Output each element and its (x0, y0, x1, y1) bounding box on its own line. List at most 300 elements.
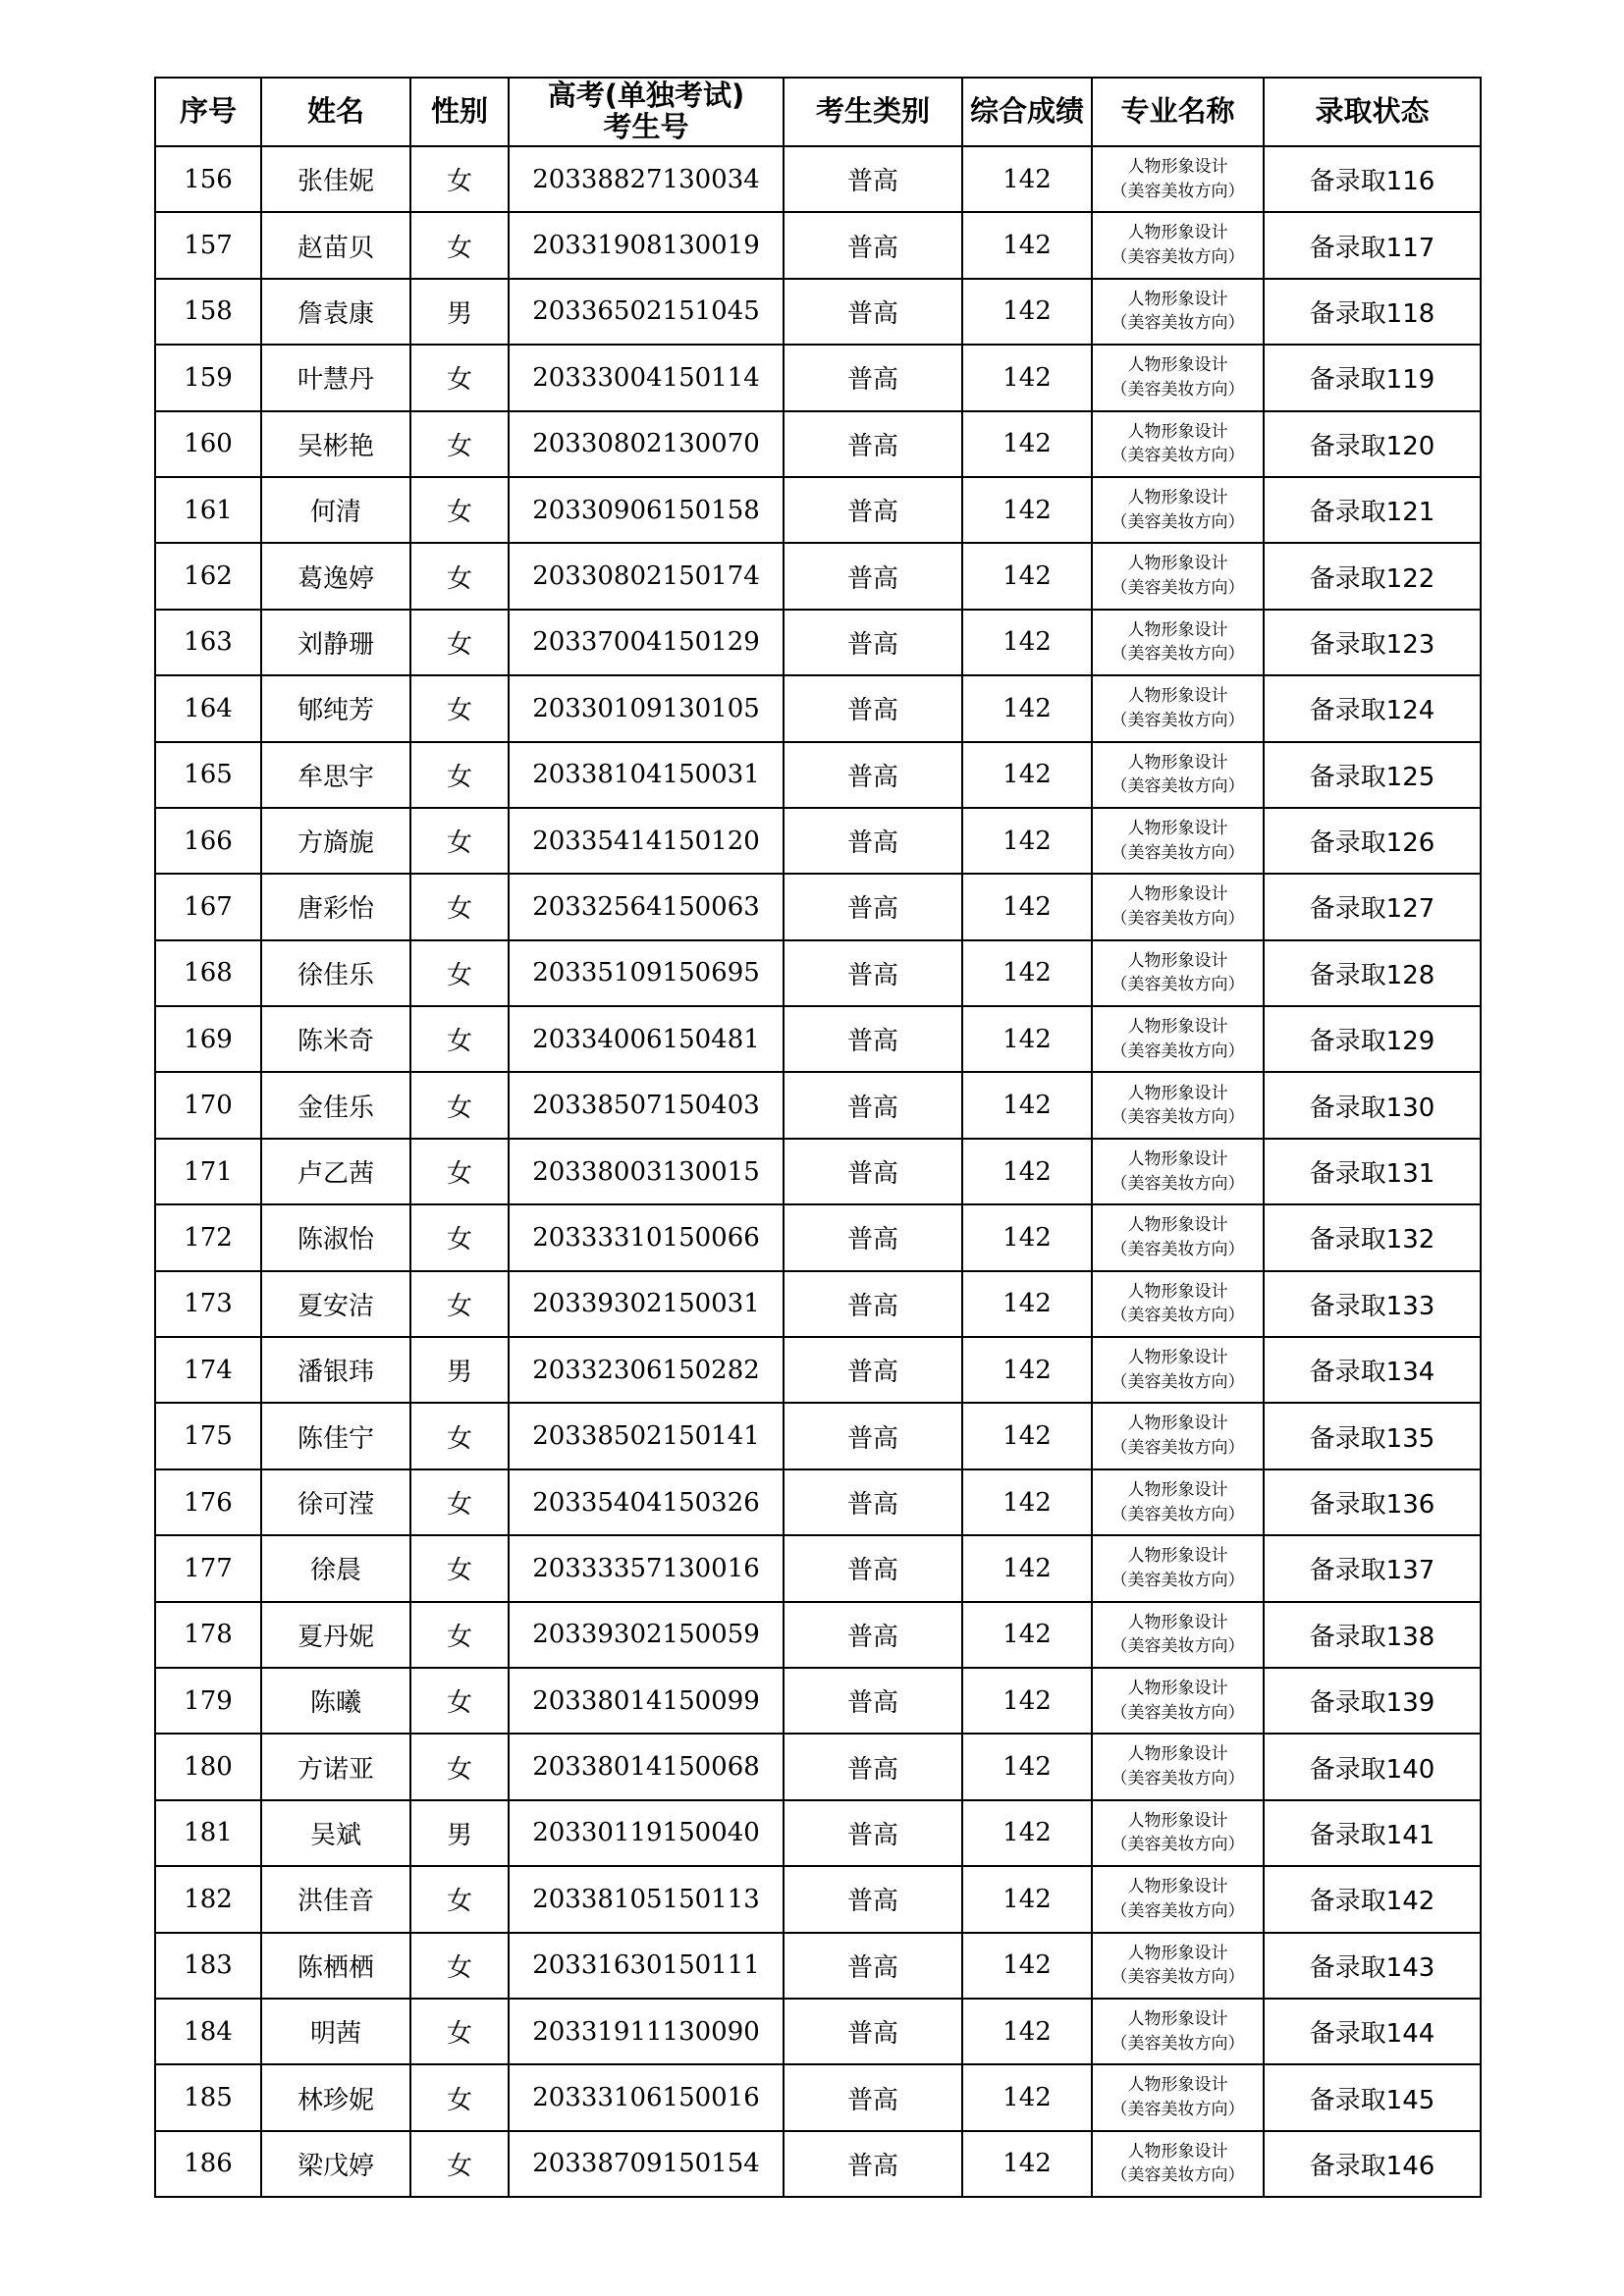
cell-major-line1: 人物形象设计 (1127, 2075, 1228, 2096)
cell-name: 陈米奇 (261, 1006, 410, 1072)
cell-gender: 女 (410, 742, 509, 808)
cell-major-line1: 人物形象设计 (1127, 818, 1228, 838)
table-row (155, 1204, 1481, 1270)
cell-gender: 女 (410, 2064, 509, 2130)
cell-exam-id: 20338709150154 (509, 2131, 784, 2197)
cell-gender: 女 (410, 1602, 509, 1668)
cell-name: 张佳妮 (261, 146, 410, 212)
cell-seq: 164 (155, 675, 261, 741)
cell-status: 备录取117 (1264, 212, 1481, 278)
table-row (155, 1006, 1481, 1072)
table-row (155, 1866, 1481, 1932)
cell-major-line2: （美容美妆方向） (1110, 1107, 1245, 1128)
cell-category: 普高 (784, 477, 962, 543)
cell-exam-id: 20335414150120 (509, 808, 784, 874)
cell-status: 备录取124 (1264, 675, 1481, 741)
cell-major-line2: （美容美妆方向） (1110, 1636, 1245, 1657)
cell-major-line1: 人物形象设计 (1127, 1546, 1228, 1567)
cell-exam-id: 20331630150111 (509, 1933, 784, 1999)
cell-status: 备录取119 (1264, 345, 1481, 410)
cell-status: 备录取116 (1264, 146, 1481, 212)
cell-gender: 女 (410, 1271, 509, 1337)
header-name: 姓名 (261, 78, 410, 146)
cell-status: 备录取127 (1264, 874, 1481, 939)
cell-status: 备录取118 (1264, 279, 1481, 345)
header-exam-id-line2: 考生号 (603, 110, 689, 143)
table-row (155, 1072, 1481, 1138)
cell-name: 牟思宇 (261, 742, 410, 808)
cell-gender: 女 (410, 1999, 509, 2064)
cell-exam-id: 20338104150031 (509, 742, 784, 808)
cell-score: 142 (962, 1734, 1092, 1799)
cell-category: 普高 (784, 1337, 962, 1403)
cell-seq: 158 (155, 279, 261, 345)
header-score: 综合成绩 (962, 78, 1092, 146)
cell-score: 142 (962, 279, 1092, 345)
cell-major-line1: 人物形象设计 (1127, 1479, 1228, 1500)
cell-gender: 女 (410, 543, 509, 609)
cell-category: 普高 (784, 675, 962, 741)
cell-gender: 女 (410, 1933, 509, 1999)
cell-major (1092, 1866, 1264, 1932)
cell-major-line1: 人物形象设计 (1127, 884, 1228, 905)
cell-major-line1: 人物形象设计 (1127, 289, 1228, 309)
table-row (155, 1933, 1481, 1999)
cell-name: 金佳乐 (261, 1072, 410, 1138)
cell-major (1092, 212, 1264, 278)
cell-status: 备录取128 (1264, 940, 1481, 1006)
cell-status: 备录取142 (1264, 1866, 1481, 1932)
cell-score: 142 (962, 212, 1092, 278)
table-row (155, 808, 1481, 874)
cell-major (1092, 279, 1264, 345)
cell-major-line1: 人物形象设计 (1127, 1348, 1228, 1368)
cell-status: 备录取125 (1264, 742, 1481, 808)
cell-major-line1: 人物形象设计 (1127, 2141, 1228, 2162)
cell-name: 林珍妮 (261, 2064, 410, 2130)
cell-major (1092, 1933, 1264, 1999)
cell-status: 备录取136 (1264, 1469, 1481, 1535)
cell-major (1092, 1337, 1264, 1403)
cell-seq: 179 (155, 1668, 261, 1734)
table-row (155, 1602, 1481, 1668)
cell-seq: 173 (155, 1271, 261, 1337)
table-header-row (155, 78, 1481, 146)
cell-seq: 183 (155, 1933, 261, 1999)
cell-score: 142 (962, 1006, 1092, 1072)
cell-name: 徐佳乐 (261, 940, 410, 1006)
cell-status: 备录取141 (1264, 1800, 1481, 1866)
cell-score: 142 (962, 543, 1092, 609)
cell-major-line1: 人物形象设计 (1127, 1679, 1228, 1699)
cell-exam-id: 20330906150158 (509, 477, 784, 543)
cell-exam-id: 20332306150282 (509, 1337, 784, 1403)
cell-seq: 180 (155, 1734, 261, 1799)
cell-name: 陈栖栖 (261, 1933, 410, 1999)
table-row (155, 2064, 1481, 2130)
cell-category: 普高 (784, 146, 962, 212)
cell-exam-id: 20338502150141 (509, 1403, 784, 1468)
cell-major-line2: （美容美妆方向） (1110, 2033, 1245, 2054)
cell-status: 备录取135 (1264, 1403, 1481, 1468)
cell-category: 普高 (784, 1800, 962, 1866)
cell-seq: 162 (155, 543, 261, 609)
cell-major-line2: （美容美妆方向） (1110, 2100, 1245, 2120)
cell-major-line1: 人物形象设计 (1127, 2008, 1228, 2029)
cell-major (1092, 1072, 1264, 1138)
cell-name: 吴彬艳 (261, 411, 410, 477)
cell-major-line2: （美容美妆方向） (1110, 2165, 1245, 2186)
cell-status: 备录取133 (1264, 1271, 1481, 1337)
cell-score: 142 (962, 1866, 1092, 1932)
cell-exam-id: 20339302150059 (509, 1602, 784, 1668)
cell-major-line1: 人物形象设计 (1127, 1017, 1228, 1038)
cell-gender: 女 (410, 1403, 509, 1468)
cell-category: 普高 (784, 1668, 962, 1734)
cell-status: 备录取132 (1264, 1204, 1481, 1270)
cell-major-line2: （美容美妆方向） (1110, 1702, 1245, 1723)
cell-major-line1: 人物形象设计 (1127, 1943, 1228, 1963)
cell-exam-id: 20334006150481 (509, 1006, 784, 1072)
table-row (155, 543, 1481, 609)
cell-major-line2: （美容美妆方向） (1110, 975, 1245, 995)
cell-score: 142 (962, 2131, 1092, 2197)
cell-exam-id: 20338014150099 (509, 1668, 784, 1734)
cell-major (1092, 345, 1264, 410)
cell-category: 普高 (784, 940, 962, 1006)
cell-gender: 女 (410, 1006, 509, 1072)
cell-seq: 160 (155, 411, 261, 477)
cell-major (1092, 1602, 1264, 1668)
cell-major (1092, 1535, 1264, 1601)
header-exam-id (509, 78, 784, 146)
cell-major-line2: （美容美妆方向） (1110, 644, 1245, 665)
cell-name: 郇纯芳 (261, 675, 410, 741)
cell-exam-id: 20335404150326 (509, 1469, 784, 1535)
cell-major-line2: （美容美妆方向） (1110, 1438, 1245, 1459)
cell-major-line1: 人物形象设计 (1127, 1414, 1228, 1434)
cell-major-line1: 人物形象设计 (1127, 554, 1228, 574)
cell-score: 142 (962, 1403, 1092, 1468)
cell-major (1092, 543, 1264, 609)
cell-status: 备录取140 (1264, 1734, 1481, 1799)
cell-category: 普高 (784, 1933, 962, 1999)
cell-score: 142 (962, 1668, 1092, 1734)
cell-category: 普高 (784, 212, 962, 278)
cell-score: 142 (962, 1800, 1092, 1866)
table-row (155, 610, 1481, 675)
cell-major-line2: （美容美妆方向） (1110, 1769, 1245, 1789)
table-row (155, 2131, 1481, 2197)
cell-gender: 男 (410, 1800, 509, 1866)
admission-table (154, 77, 1482, 2198)
cell-major (1092, 1668, 1264, 1734)
cell-major-line2: （美容美妆方向） (1110, 842, 1245, 863)
cell-gender: 男 (410, 1337, 509, 1403)
cell-major (1092, 146, 1264, 212)
cell-name: 卢乙茜 (261, 1139, 410, 1204)
table-row (155, 1469, 1481, 1535)
cell-exam-id: 20331908130019 (509, 212, 784, 278)
cell-gender: 女 (410, 1866, 509, 1932)
cell-score: 142 (962, 1469, 1092, 1535)
cell-status: 备录取138 (1264, 1602, 1481, 1668)
cell-category: 普高 (784, 543, 962, 609)
admission-list-sheet (154, 77, 1480, 2198)
cell-exam-id: 20338003130015 (509, 1139, 784, 1204)
cell-name: 唐彩怡 (261, 874, 410, 939)
cell-status: 备录取122 (1264, 543, 1481, 609)
cell-category: 普高 (784, 1403, 962, 1468)
cell-name: 陈佳宁 (261, 1403, 410, 1468)
cell-gender: 女 (410, 1139, 509, 1204)
cell-name: 何清 (261, 477, 410, 543)
table-row (155, 1800, 1481, 1866)
table-row (155, 874, 1481, 939)
cell-gender: 女 (410, 1668, 509, 1734)
cell-seq: 174 (155, 1337, 261, 1403)
header-status: 录取状态 (1264, 78, 1481, 146)
cell-category: 普高 (784, 1139, 962, 1204)
cell-gender: 女 (410, 610, 509, 675)
cell-major (1092, 2064, 1264, 2130)
cell-exam-id: 20333310150066 (509, 1204, 784, 1270)
cell-gender: 女 (410, 477, 509, 543)
cell-name: 徐晨 (261, 1535, 410, 1601)
cell-category: 普高 (784, 2131, 962, 2197)
cell-gender: 女 (410, 411, 509, 477)
cell-major-line2: （美容美妆方向） (1110, 379, 1245, 400)
cell-major (1092, 1139, 1264, 1204)
cell-major-line2: （美容美妆方向） (1110, 1239, 1245, 1259)
cell-major (1092, 874, 1264, 939)
cell-major-line1: 人物形象设计 (1127, 421, 1228, 442)
cell-major (1092, 940, 1264, 1006)
cell-major-line2: （美容美妆方向） (1110, 1504, 1245, 1524)
cell-score: 142 (962, 1204, 1092, 1270)
cell-major (1092, 1204, 1264, 1270)
cell-major (1092, 1734, 1264, 1799)
cell-seq: 170 (155, 1072, 261, 1138)
cell-major-line1: 人物形象设计 (1127, 355, 1228, 376)
cell-exam-id: 20336502151045 (509, 279, 784, 345)
cell-major (1092, 1403, 1264, 1468)
cell-major-line1: 人物形象设计 (1127, 1083, 1228, 1103)
cell-seq: 177 (155, 1535, 261, 1601)
cell-score: 142 (962, 874, 1092, 939)
cell-exam-id: 20330802150174 (509, 543, 784, 609)
cell-exam-id: 20335109150695 (509, 940, 784, 1006)
cell-category: 普高 (784, 874, 962, 939)
cell-score: 142 (962, 940, 1092, 1006)
cell-name: 陈淑怡 (261, 1204, 410, 1270)
cell-seq: 168 (155, 940, 261, 1006)
cell-exam-id: 20338827130034 (509, 146, 784, 212)
table-row (155, 345, 1481, 410)
table-row (155, 1403, 1481, 1468)
cell-status: 备录取134 (1264, 1337, 1481, 1403)
cell-category: 普高 (784, 1204, 962, 1270)
cell-category: 普高 (784, 1734, 962, 1799)
cell-gender: 女 (410, 808, 509, 874)
cell-major (1092, 477, 1264, 543)
cell-status: 备录取137 (1264, 1535, 1481, 1601)
cell-status: 备录取143 (1264, 1933, 1481, 1999)
cell-major (1092, 742, 1264, 808)
cell-category: 普高 (784, 1006, 962, 1072)
cell-seq: 185 (155, 2064, 261, 2130)
header-category: 考生类别 (784, 78, 962, 146)
cell-seq: 166 (155, 808, 261, 874)
cell-seq: 159 (155, 345, 261, 410)
cell-score: 142 (962, 808, 1092, 874)
cell-major-line1: 人物形象设计 (1127, 950, 1228, 971)
cell-exam-id: 20337004150129 (509, 610, 784, 675)
cell-seq: 167 (155, 874, 261, 939)
cell-score: 142 (962, 675, 1092, 741)
cell-seq: 165 (155, 742, 261, 808)
cell-score: 142 (962, 146, 1092, 212)
cell-major-line2: （美容美妆方向） (1110, 776, 1245, 797)
cell-seq: 156 (155, 146, 261, 212)
cell-gender: 女 (410, 675, 509, 741)
cell-score: 142 (962, 1139, 1092, 1204)
cell-status: 备录取139 (1264, 1668, 1481, 1734)
table-row (155, 742, 1481, 808)
cell-score: 142 (962, 1072, 1092, 1138)
table-row (155, 146, 1481, 212)
cell-seq: 169 (155, 1006, 261, 1072)
cell-score: 142 (962, 477, 1092, 543)
table-row (155, 1668, 1481, 1734)
cell-gender: 女 (410, 1469, 509, 1535)
cell-gender: 女 (410, 2131, 509, 2197)
cell-major-line1: 人物形象设计 (1127, 1810, 1228, 1831)
cell-major-line1: 人物形象设计 (1127, 223, 1228, 243)
cell-status: 备录取144 (1264, 1999, 1481, 2064)
cell-score: 142 (962, 1271, 1092, 1337)
cell-seq: 163 (155, 610, 261, 675)
cell-major (1092, 1469, 1264, 1535)
cell-major-line1: 人物形象设计 (1127, 1148, 1228, 1169)
cell-name: 夏安洁 (261, 1271, 410, 1337)
cell-major-line2: （美容美妆方向） (1110, 1835, 1245, 1855)
cell-major-line1: 人物形象设计 (1127, 686, 1228, 707)
cell-category: 普高 (784, 1072, 962, 1138)
cell-name: 方旖旎 (261, 808, 410, 874)
cell-name: 明茜 (261, 1999, 410, 2064)
cell-status: 备录取130 (1264, 1072, 1481, 1138)
cell-category: 普高 (784, 1469, 962, 1535)
cell-major-line2: （美容美妆方向） (1110, 578, 1245, 599)
cell-score: 142 (962, 742, 1092, 808)
cell-exam-id: 20332564150063 (509, 874, 784, 939)
header-seq: 序号 (155, 78, 261, 146)
cell-name: 叶慧丹 (261, 345, 410, 410)
cell-status: 备录取131 (1264, 1139, 1481, 1204)
cell-category: 普高 (784, 1602, 962, 1668)
cell-exam-id: 20333357130016 (509, 1535, 784, 1601)
cell-major-line2: （美容美妆方向） (1110, 908, 1245, 929)
header-gender: 性别 (410, 78, 509, 146)
cell-exam-id: 20338105150113 (509, 1866, 784, 1932)
table-body (155, 146, 1481, 2197)
cell-major-line1: 人物形象设计 (1127, 1612, 1228, 1632)
cell-exam-id: 20330119150040 (509, 1800, 784, 1866)
cell-exam-id: 20330802130070 (509, 411, 784, 477)
cell-gender: 女 (410, 212, 509, 278)
cell-seq: 171 (155, 1139, 261, 1204)
cell-major-line2: （美容美妆方向） (1110, 181, 1245, 201)
cell-gender: 男 (410, 279, 509, 345)
table-row (155, 411, 1481, 477)
cell-name: 方诺亚 (261, 1734, 410, 1799)
cell-major-line2: （美容美妆方向） (1110, 1967, 1245, 1988)
cell-category: 普高 (784, 279, 962, 345)
cell-seq: 157 (155, 212, 261, 278)
cell-major-line1: 人物形象设计 (1127, 752, 1228, 773)
cell-major (1092, 1271, 1264, 1337)
cell-gender: 女 (410, 1734, 509, 1799)
cell-score: 142 (962, 1337, 1092, 1403)
cell-gender: 女 (410, 940, 509, 1006)
cell-major-line1: 人物形象设计 (1127, 1744, 1228, 1765)
cell-name: 梁戊婷 (261, 2131, 410, 2197)
cell-status: 备录取126 (1264, 808, 1481, 874)
cell-name: 刘静珊 (261, 610, 410, 675)
cell-gender: 女 (410, 1204, 509, 1270)
cell-category: 普高 (784, 345, 962, 410)
cell-score: 142 (962, 2064, 1092, 2130)
cell-category: 普高 (784, 742, 962, 808)
cell-category: 普高 (784, 1535, 962, 1601)
cell-seq: 181 (155, 1800, 261, 1866)
cell-exam-id: 20331911130090 (509, 1999, 784, 2064)
cell-major (1092, 1006, 1264, 1072)
cell-status: 备录取146 (1264, 2131, 1481, 2197)
table-row (155, 1734, 1481, 1799)
table-row (155, 675, 1481, 741)
cell-score: 142 (962, 1999, 1092, 2064)
cell-status: 备录取129 (1264, 1006, 1481, 1072)
cell-seq: 178 (155, 1602, 261, 1668)
cell-major-line2: （美容美妆方向） (1110, 446, 1245, 466)
cell-category: 普高 (784, 610, 962, 675)
cell-category: 普高 (784, 2064, 962, 2130)
cell-name: 赵苗贝 (261, 212, 410, 278)
cell-category: 普高 (784, 1999, 962, 2064)
cell-seq: 184 (155, 1999, 261, 2064)
cell-major (1092, 675, 1264, 741)
cell-exam-id: 20338014150068 (509, 1734, 784, 1799)
cell-gender: 女 (410, 1072, 509, 1138)
cell-score: 142 (962, 610, 1092, 675)
cell-exam-id: 20339302150031 (509, 1271, 784, 1337)
cell-gender: 女 (410, 1535, 509, 1601)
cell-name: 吴斌 (261, 1800, 410, 1866)
cell-major (1092, 1999, 1264, 2064)
cell-major (1092, 2131, 1264, 2197)
cell-major-line2: （美容美妆方向） (1110, 247, 1245, 268)
cell-major-line1: 人物形象设计 (1127, 619, 1228, 640)
table-row (155, 1535, 1481, 1601)
cell-major-line1: 人物形象设计 (1127, 157, 1228, 178)
cell-category: 普高 (784, 808, 962, 874)
cell-exam-id: 20333004150114 (509, 345, 784, 410)
cell-exam-id: 20333106150016 (509, 2064, 784, 2130)
cell-major-line2: （美容美妆方向） (1110, 710, 1245, 730)
cell-major (1092, 411, 1264, 477)
